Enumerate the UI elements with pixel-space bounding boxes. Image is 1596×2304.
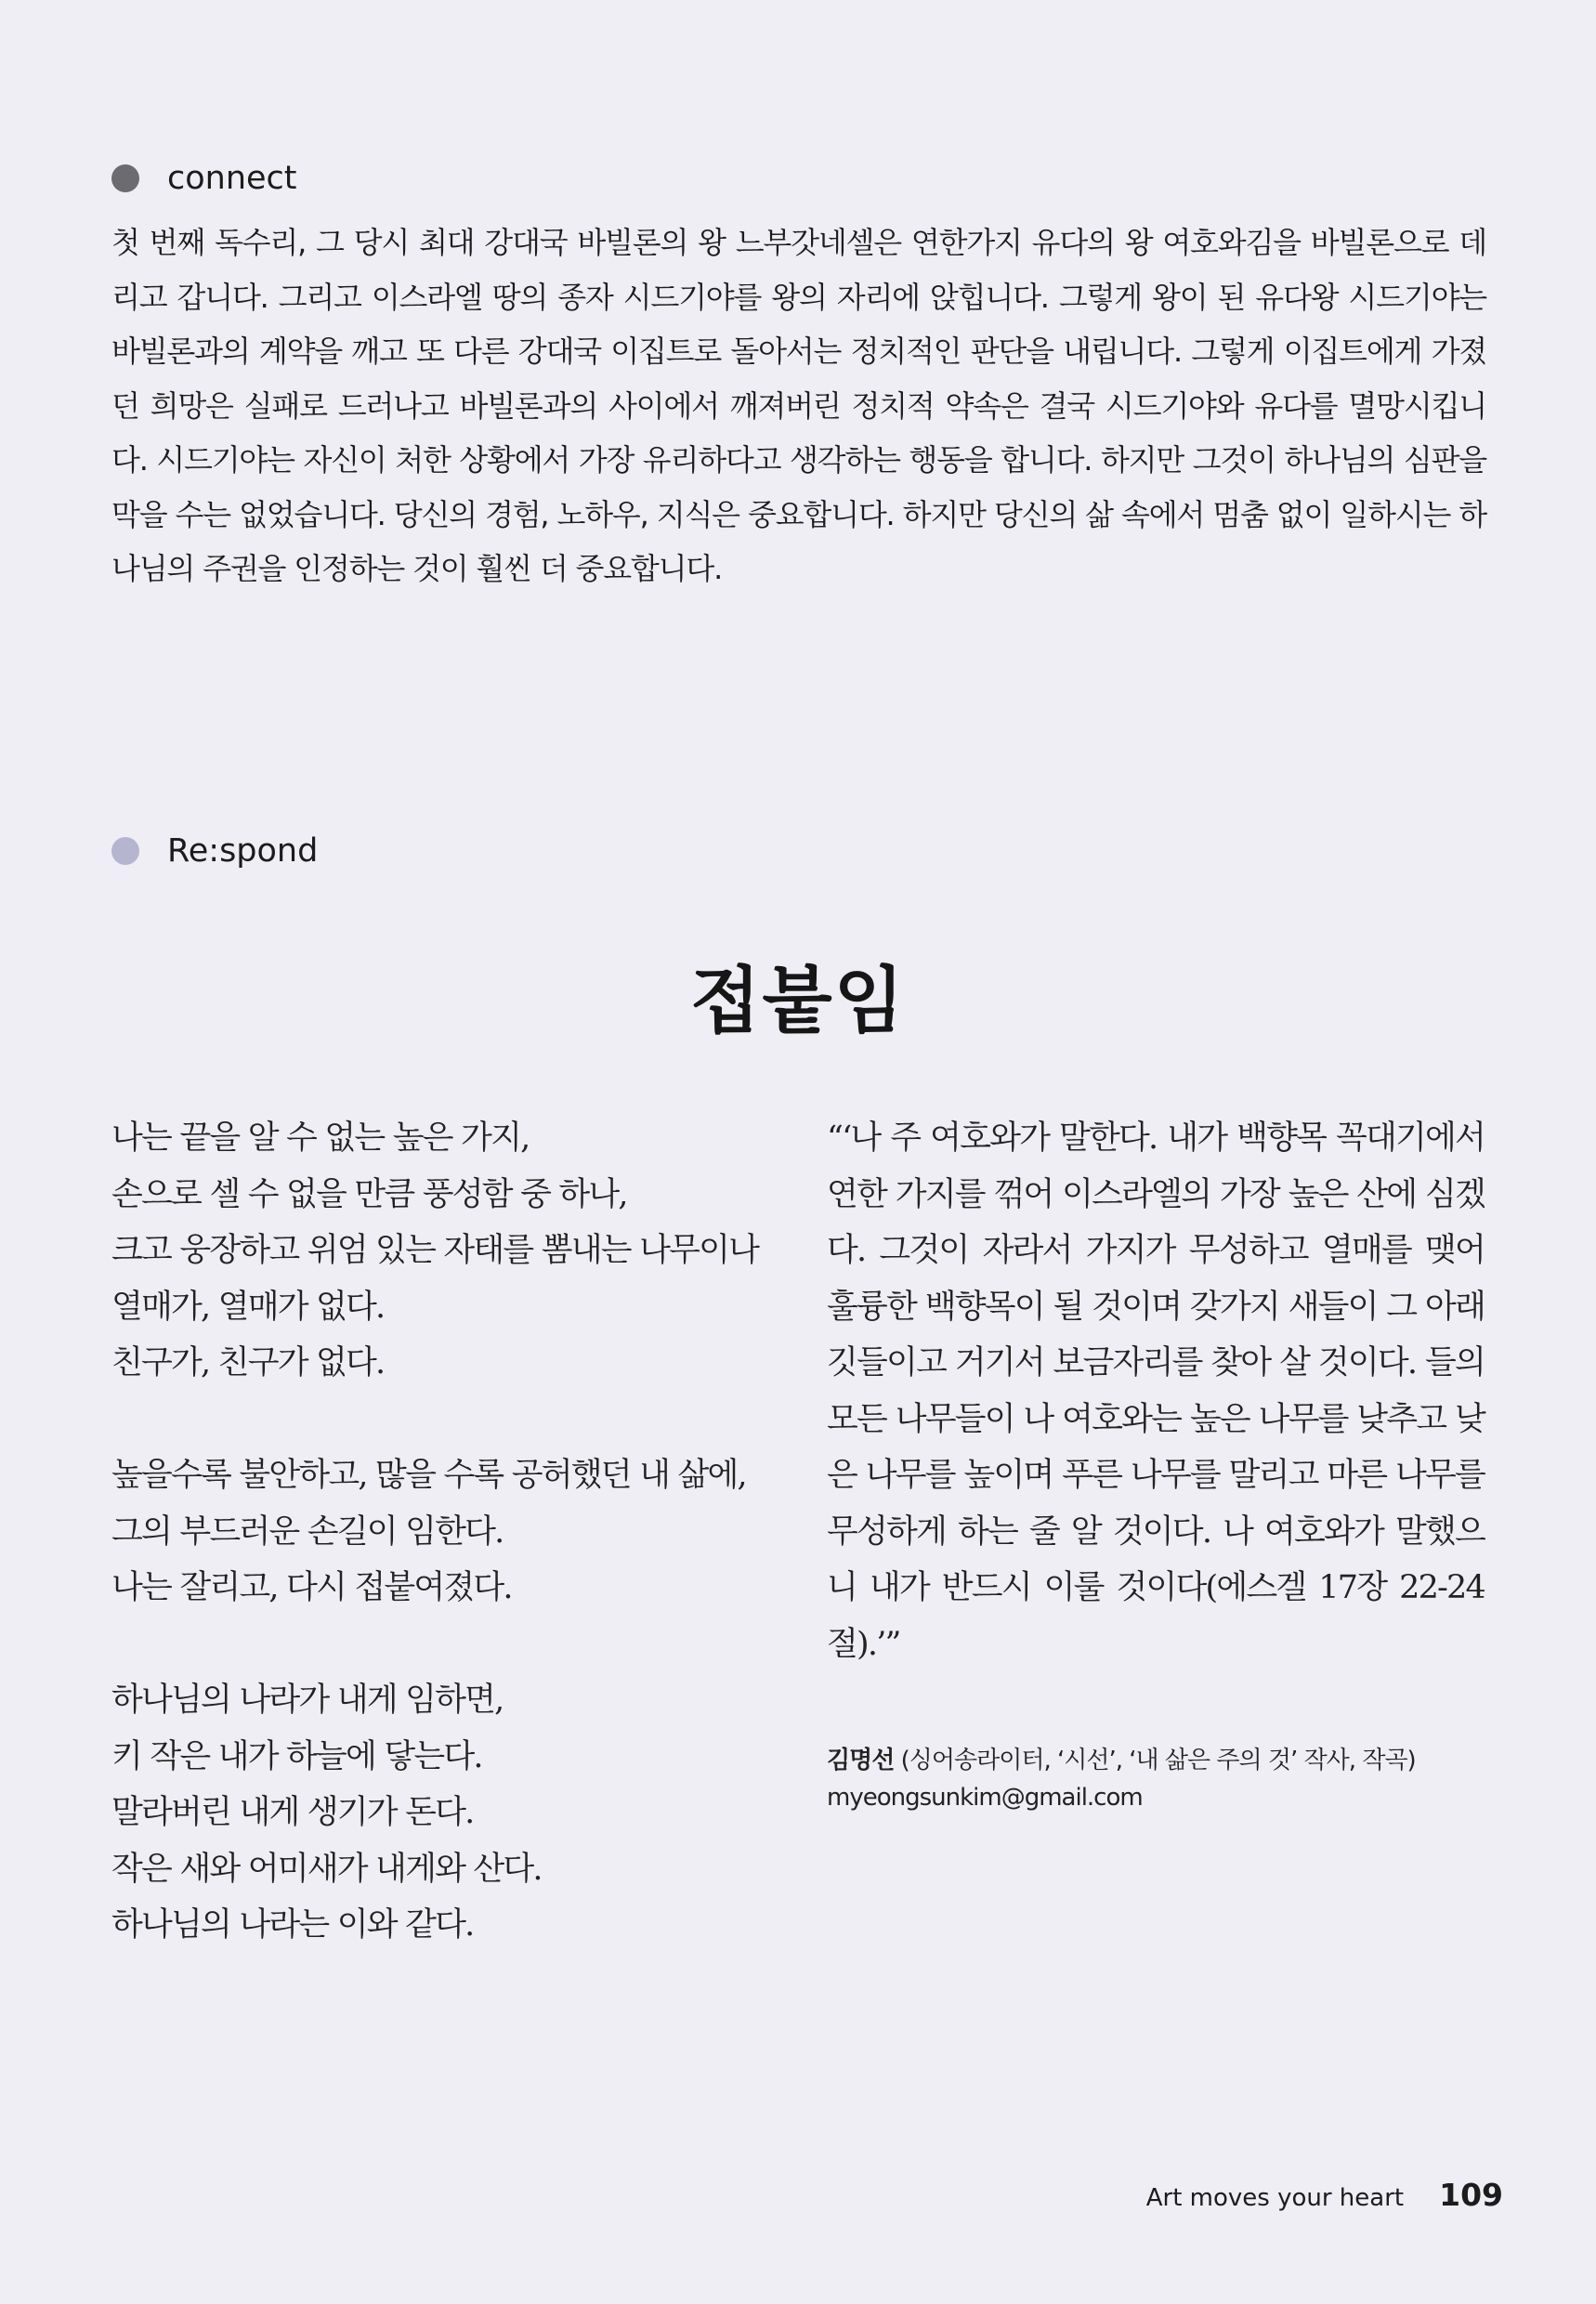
bullet-dot-icon xyxy=(111,164,139,192)
poem-line: 높을수록 불안하고, 많을 수록 공허했던 내 삶에, xyxy=(111,1457,746,1494)
poem-line: 열매가, 열매가 없다. xyxy=(111,1288,385,1326)
poem-line: 친구가, 친구가 없다. xyxy=(111,1344,385,1381)
poem-line: 나는 잘리고, 다시 접붙여졌다. xyxy=(111,1569,512,1606)
poem-line: 작은 새와 어미새가 내게와 산다. xyxy=(111,1850,542,1888)
poem-line: 하나님의 나라가 내게 임하면, xyxy=(111,1682,504,1719)
connect-label: connect xyxy=(167,160,297,197)
connect-section-heading xyxy=(111,160,297,197)
author-line xyxy=(827,1742,1533,1779)
scripture-quote: “‘나 주 여호와가 말한다. 내가 백향목 꼭대기에서 연한 가지를 꺾어 이스라엘의 가장 높은 산에 심겠다. 그것이 자라서 가지가 무성하고 열매를 맺어 훌륭한 백향목이 될 것이며 갖가지 새들이 그 아래 깃들이고 거기서 보금자리를 찾아 살 것이다. 들의 모든 나무들이 나 여호와는 높은 나무를 낮추고 낮은 나무를 높이며 푸른 나무를 말리고 마른 나무를 무성하게 하는 줄 알 것이다. 나 여호와가 말했으니 내가 반드시 이룰 것이다(에스겔 17장 22-24절).’” xyxy=(827,1119,1485,1663)
poem-line: 나는 끝을 알 수 없는 높은 가지, xyxy=(111,1119,530,1157)
stanza-gap xyxy=(111,1392,780,1448)
poem-line: 하나님의 나라는 이와 같다. xyxy=(111,1906,474,1944)
connect-body-text: 첫 번째 독수리, 그 당시 최대 강대국 바빌론의 왕 느부갓네셀은 연한가지 유다의 왕 여호와김을 바빌론으로 데리고 갑니다. 그리고 이스라엘 땅의 종자 시드기야를 왕의 자리에 앉힙니다. 그렇게 왕이 된 유다왕 시드기야는 바빌론과의 계약을 깨고 또 다른 강대국 이집트로 돌아서는 정치적인 판단을 내립니다. 그렇게 이집트에게 가졌던 희망은 실패로 드러나고 바빌론과의 사이에서 깨져버린 정치적 약속은 결국 시드기야와 유다를 멸망시킵니다. 시드기야는 자신이 처한 상황에서 가장 유리하다고 생각하는 행동을 합니다. 하지만 그것이 하나님의 심판을 막을 수는 없었습니다. 당신의 경험, 노하우, 지식은 중요합니다. 하지만 당신의 삶 속에서 멈춤 없이 일하시는 하나님의 주권을 인정하는 것이 훨씬 더 중요합니다. xyxy=(111,225,1486,586)
poem-line: 그의 부드러운 손길이 임한다. xyxy=(111,1512,504,1551)
poem-body xyxy=(111,1110,780,1954)
author-email: myeongsunkim@gmail.com xyxy=(827,1784,1143,1812)
poem-line: 크고 웅장하고 위엄 있는 자태를 뽐내는 나무이나 xyxy=(111,1232,759,1269)
respond-label: Re:spond xyxy=(167,832,319,870)
author-name: 김명선 xyxy=(827,1747,895,1774)
poem-title: 접붙임 xyxy=(689,959,907,1043)
respond-section-heading xyxy=(111,832,318,870)
footer-tagline: Art moves your heart xyxy=(1145,2184,1405,2212)
page-footer xyxy=(1146,2177,1503,2213)
poem-line: 키 작은 내가 하늘에 닿는다. xyxy=(111,1737,482,1775)
author-credit xyxy=(827,1742,1533,1816)
poem-line: 말라버린 내게 생기가 돈다. xyxy=(111,1794,474,1831)
page-number: 109 xyxy=(1439,2177,1503,2213)
author-description: (싱어송라이터, ‘시선’, ‘내 삶은 주의 것’ 작사, 작곡) xyxy=(900,1747,1416,1774)
poem-line: 손으로 셀 수 없을 만큼 풍성함 중 하나, xyxy=(111,1175,627,1213)
stanza-gap xyxy=(111,1617,780,1673)
bullet-dot-icon xyxy=(111,837,139,865)
